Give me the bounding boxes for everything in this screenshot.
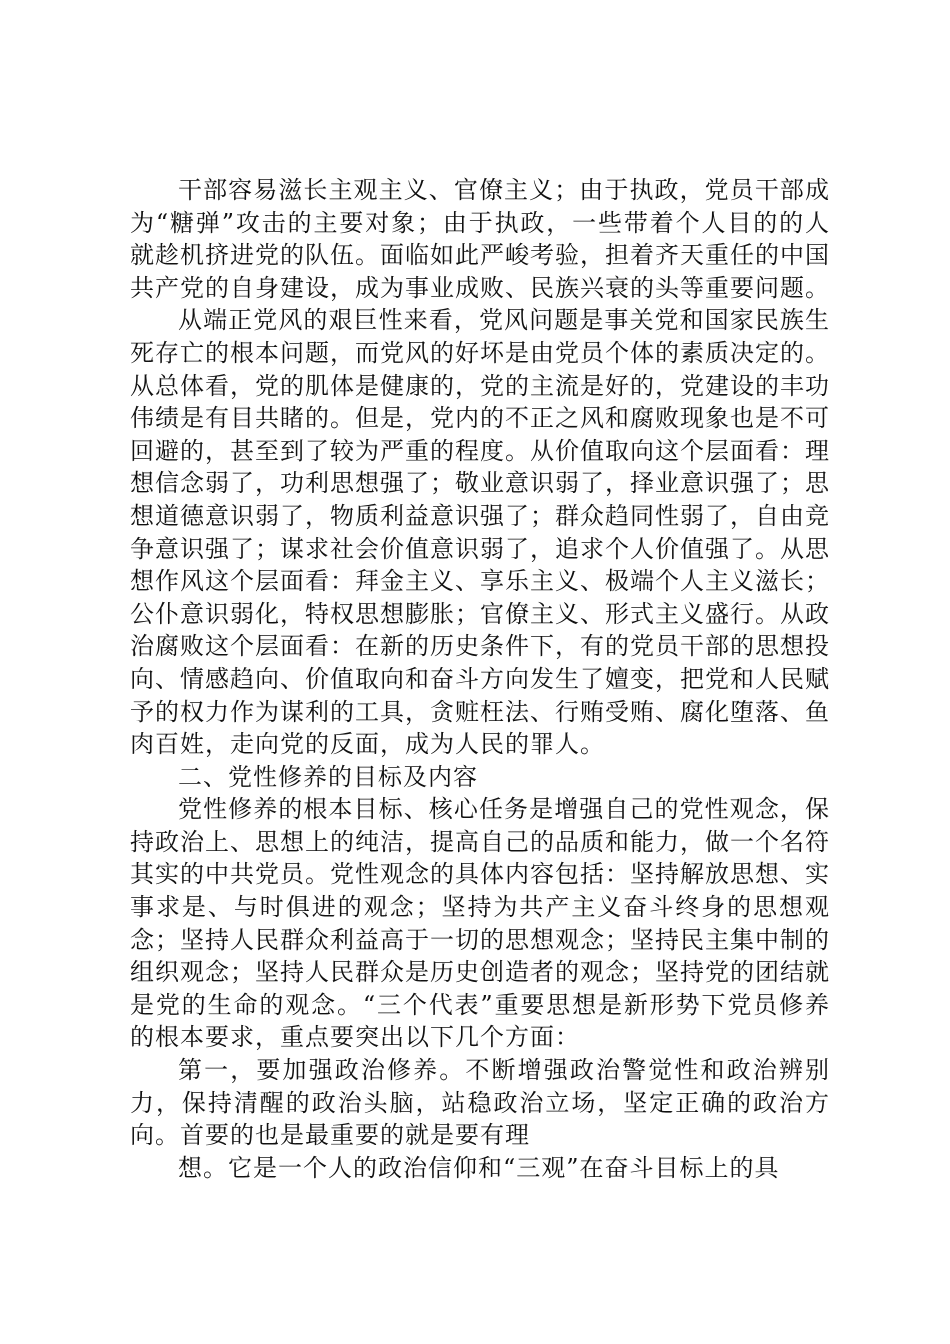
document-page bbox=[130, 174, 830, 1184]
paragraph-2: 从端正党风的艰巨性来看，党风问题是事关党和国家民族生死存亡的根本问题，而党风的好坏是由党员个体的素质决定的。从总体看，党的肌体是健康的，党的主流是好的，党建设的丰功伟绩是有目共睹的。但是，党内的不正之风和腐败现象也是不可回避的，甚至到了较为严重的程度。从价值取向这个层面看：理想信念弱了，功利思想强了；敬业意识弱了，择业意识强了；思想道德意识弱了，物质利益意识强了；群众趋同性弱了，自由竞争意识强了；谋求社会价值意识弱了，追求个人价值强了。从思想作风这个层面看：拜金主义、享乐主义、极端个人主义滋长；公仆意识弱化，特权思想膨胀；官僚主义、形式主义盛行。从政治腐败这个层面看：在新的历史条件下，有的党员干部的思想投向、情感趋向、价值取向和奋斗方向发生了嬗变，把党和人民赋予的权力作为谋利的工具，贪赃枉法、行贿受贿、腐化堕落、鱼肉百姓，走向党的反面，成为人民的罪人。 bbox=[130, 306, 830, 759]
paragraph-3: 党性修养的根本目标、核心任务是增强自己的党性观念，保持政治上、思想上的纯洁，提高自己的品质和能力，做一个名符其实的中共党员。党性观念的具体内容包括：坚持解放思想、实事求是、与时俱进的观念；坚持为共产主义奋斗终身的思想观念；坚持人民群众利益高于一切的思想观念；坚持民主集中制的组织观念；坚持人民群众是历史创造者的观念；坚持党的团结就是党的生命的观念。“三个代表”重要思想是新形势下党员修养的根本要求，重点要突出以下几个方面： bbox=[130, 795, 830, 1052]
section-heading: 二、党性修养的目标及内容 bbox=[178, 762, 478, 791]
paragraph-5: 想。它是一个人的政治信仰和“三观”在奋斗目标上的具 bbox=[178, 1153, 780, 1182]
paragraph-4: 第一，要加强政治修养。不断增强政治警觉性和政治辨别力，保持清醒的政治头脑，站稳政治立场，坚定正确的政治方向。首要的也是最重要的就是要有理 bbox=[130, 1056, 830, 1150]
paragraph-1: 干部容易滋长主观主义、官僚主义；由于执政，党员干部成为“糖弹”攻击的主要对象；由于执政，一些带着个人目的的人就趁机挤进党的队伍。面临如此严峻考验，担着齐天重任的中国共产党的自身建设，成为事业成败、民族兴衰的头等重要问题。 bbox=[130, 176, 830, 302]
